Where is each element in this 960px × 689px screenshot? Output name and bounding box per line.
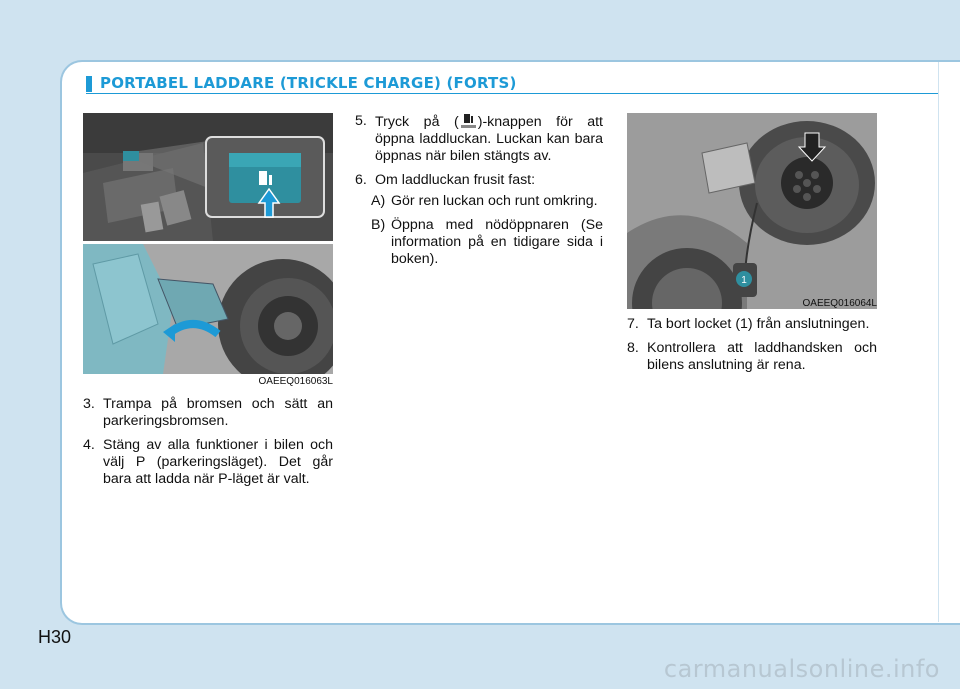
section-title: PORTABEL LADDARE (TRICKLE CHARGE) (FORTS) [100,74,517,92]
step-4 [83,437,333,488]
step-text: Trampa på bromsen och sätt an parkeringsbromsen. [103,396,333,429]
step-text: Ta bort locket (1) från anslutningen. [647,316,870,332]
step-3 [83,396,333,430]
middle-column [355,113,603,275]
page-number: H30 [38,627,72,647]
step-number: 7. [627,316,639,332]
step-8 [627,340,877,374]
step-text: Stäng av alla funktioner i bilen och välj P (parkeringsläget). Det går bara att ladda när P-läget är valt. [103,437,333,487]
watermark: carmanualsonline.info [663,655,940,683]
step-number: 4. [83,437,95,453]
step-number: 6. [355,172,367,188]
substep-text: Öppna med nödöppnaren (Se information på en tidigare sida i boken). [391,217,603,267]
charge-door-open-illustration [83,244,333,374]
section-title-rule [86,93,938,94]
page-margin-rule [938,62,939,622]
charge-door-button-icon [460,113,477,129]
step-5 [355,113,603,165]
step-text-before-icon: Tryck på ( [375,114,459,130]
step-6-substeps [355,193,603,268]
substep-text: Gör ren luckan och runt omkring. [391,193,598,209]
step-number: 5. [355,113,367,129]
figure-caption-left: OAEEQ016063L [258,376,333,387]
substep-b [371,217,603,268]
section-title-marker [86,76,92,92]
charge-port-illustration [627,113,877,309]
step-number: 3. [83,396,95,412]
substep-letter: A) [371,193,386,209]
left-column [83,396,333,495]
step-text-after-icon: )-knappen för att öppna laddluckan. Luckan kan bara öppnas när bilen stängts av. [375,114,603,164]
substep-letter: B) [371,217,386,233]
step-text: Om laddluckan frusit fast: [375,172,536,188]
step-text: Kontrollera att laddhandsken och bilens anslutning är rena. [647,340,877,373]
figure-caption-right: OAEEQ016064L [802,298,877,309]
callout-number: 1 [741,275,747,286]
step-6 [355,172,603,189]
interior-button-illustration [83,113,333,241]
step-7 [627,316,877,333]
step-number: 8. [627,340,639,356]
substep-a [371,193,603,210]
right-column [627,316,877,381]
